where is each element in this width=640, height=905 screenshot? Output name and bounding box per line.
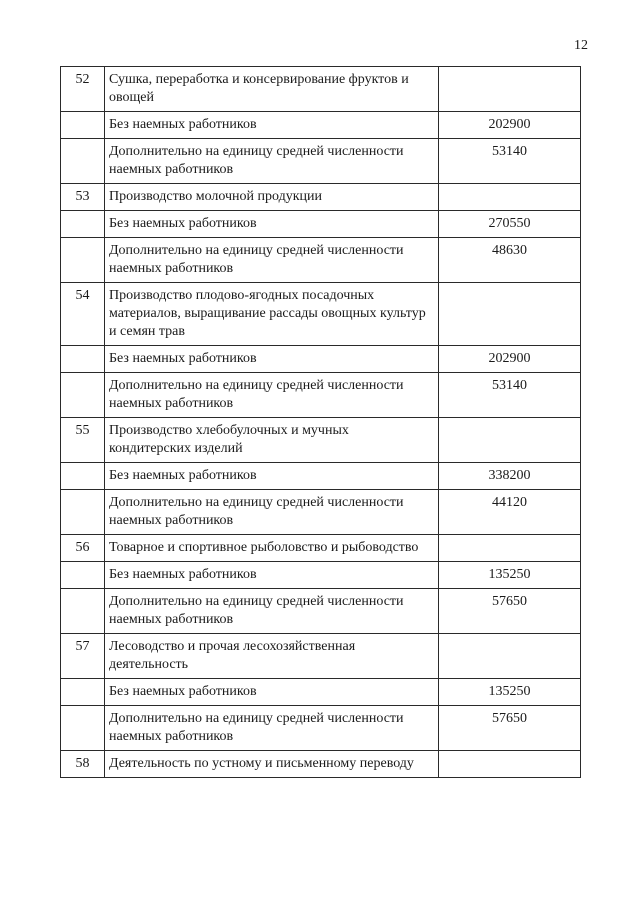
row-number bbox=[61, 463, 105, 490]
row-number: 52 bbox=[61, 67, 105, 112]
row-value bbox=[439, 184, 581, 211]
row-number bbox=[61, 562, 105, 589]
table-row bbox=[61, 562, 581, 589]
row-name: Производство молочной продукции bbox=[105, 184, 439, 211]
row-number bbox=[61, 490, 105, 535]
row-number bbox=[61, 112, 105, 139]
row-number: 54 bbox=[61, 283, 105, 346]
table-row bbox=[61, 112, 581, 139]
row-number: 57 bbox=[61, 634, 105, 679]
row-number bbox=[61, 679, 105, 706]
row-value: 57650 bbox=[439, 589, 581, 634]
row-name: Без наемных работников bbox=[105, 346, 439, 373]
row-name: Производство хлебобулочных и мучных кондитерских изделий bbox=[105, 418, 439, 463]
row-value: 135250 bbox=[439, 562, 581, 589]
row-name: Без наемных работников bbox=[105, 112, 439, 139]
row-number: 56 bbox=[61, 535, 105, 562]
row-value: 44120 bbox=[439, 490, 581, 535]
row-name: Лесоводство и прочая лесохозяйственная деятельность bbox=[105, 634, 439, 679]
row-name: Дополнительно на единицу средней численности наемных работников bbox=[105, 706, 439, 751]
table-row bbox=[61, 463, 581, 490]
row-value bbox=[439, 634, 581, 679]
table-row bbox=[61, 184, 581, 211]
table-row bbox=[61, 139, 581, 184]
row-name: Без наемных работников bbox=[105, 211, 439, 238]
row-number: 53 bbox=[61, 184, 105, 211]
row-value: 338200 bbox=[439, 463, 581, 490]
row-value bbox=[439, 535, 581, 562]
row-name: Без наемных работников bbox=[105, 562, 439, 589]
table-row bbox=[61, 490, 581, 535]
row-name: Дополнительно на единицу средней численности наемных работников bbox=[105, 139, 439, 184]
row-name: Сушка, переработка и консервирование фруктов и овощей bbox=[105, 67, 439, 112]
row-value: 270550 bbox=[439, 211, 581, 238]
page-number: 12 bbox=[574, 38, 588, 53]
row-name: Без наемных работников bbox=[105, 463, 439, 490]
row-number bbox=[61, 373, 105, 418]
row-value: 53140 bbox=[439, 139, 581, 184]
table-row bbox=[61, 706, 581, 751]
table-row bbox=[61, 211, 581, 238]
table-row bbox=[61, 67, 581, 112]
row-value: 135250 bbox=[439, 679, 581, 706]
row-number bbox=[61, 238, 105, 283]
table-row bbox=[61, 283, 581, 346]
table-body bbox=[61, 67, 581, 778]
row-value: 57650 bbox=[439, 706, 581, 751]
row-value bbox=[439, 751, 581, 778]
row-value: 202900 bbox=[439, 346, 581, 373]
row-number: 58 bbox=[61, 751, 105, 778]
table-row bbox=[61, 418, 581, 463]
row-name: Производство плодово-ягодных посадочных материалов, выращивание рассады овощных культур и семян трав bbox=[105, 283, 439, 346]
row-number: 55 bbox=[61, 418, 105, 463]
row-name: Дополнительно на единицу средней численности наемных работников bbox=[105, 490, 439, 535]
row-number bbox=[61, 589, 105, 634]
rates-table bbox=[60, 66, 581, 778]
row-number bbox=[61, 706, 105, 751]
row-value bbox=[439, 418, 581, 463]
row-number bbox=[61, 211, 105, 238]
table-row bbox=[61, 346, 581, 373]
row-name: Деятельность по устному и письменному переводу bbox=[105, 751, 439, 778]
table-row bbox=[61, 373, 581, 418]
table-row bbox=[61, 634, 581, 679]
table-row bbox=[61, 751, 581, 778]
row-number bbox=[61, 139, 105, 184]
table-row bbox=[61, 535, 581, 562]
row-name: Дополнительно на единицу средней численности наемных работников bbox=[105, 373, 439, 418]
row-name: Товарное и спортивное рыболовство и рыбоводство bbox=[105, 535, 439, 562]
row-number bbox=[61, 346, 105, 373]
table-row bbox=[61, 679, 581, 706]
row-name: Дополнительно на единицу средней численности наемных работников bbox=[105, 589, 439, 634]
table-row bbox=[61, 589, 581, 634]
row-value bbox=[439, 67, 581, 112]
row-value: 48630 bbox=[439, 238, 581, 283]
row-name: Без наемных работников bbox=[105, 679, 439, 706]
row-value: 202900 bbox=[439, 112, 581, 139]
row-value: 53140 bbox=[439, 373, 581, 418]
table-row bbox=[61, 238, 581, 283]
row-name: Дополнительно на единицу средней численности наемных работников bbox=[105, 238, 439, 283]
row-value bbox=[439, 283, 581, 346]
